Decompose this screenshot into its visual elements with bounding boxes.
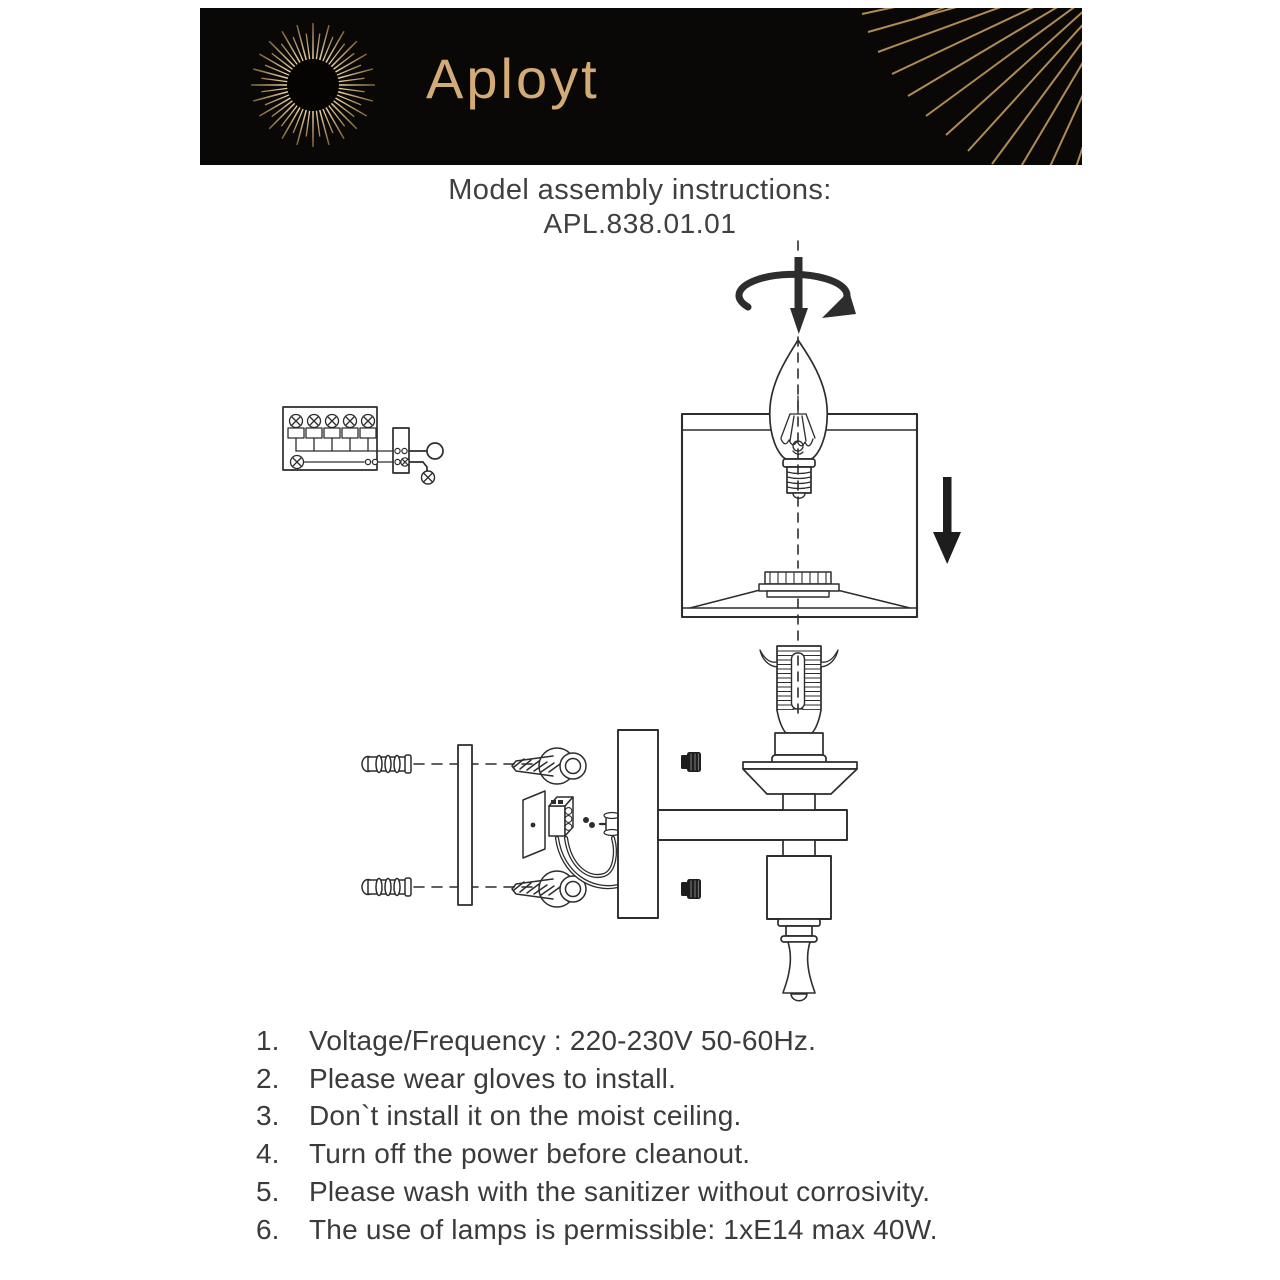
thumb-screw-icon	[681, 879, 701, 899]
list-item-number: 2.	[256, 1062, 280, 1094]
brand-name: Aployt	[426, 47, 600, 110]
brand-banner	[200, 8, 1082, 165]
shade-cup-icon	[743, 762, 857, 810]
title-block	[0, 174, 1280, 240]
lamp-socket-icon	[760, 646, 838, 764]
gold-rays-icon	[862, 8, 1082, 165]
list-item-number: 1.	[256, 1024, 280, 1056]
list-item-number: 4.	[256, 1138, 280, 1170]
starburst-logo-icon	[251, 23, 375, 147]
down-arrow-icon	[933, 477, 961, 564]
list-item	[256, 1022, 1086, 1060]
list-item-text: Don`t install it on the moist ceiling.	[309, 1100, 742, 1132]
list-item-text: The use of lamps is permissible: 1xE14 max 40W.	[309, 1213, 938, 1245]
list-item	[256, 1098, 1086, 1136]
mounting-screw-icon	[512, 748, 586, 784]
list-item	[256, 1211, 1086, 1249]
instructions-list	[256, 1022, 1086, 1249]
wall-anchor-icon	[362, 755, 411, 773]
wall-plate-icon	[618, 730, 658, 918]
list-item-text: Voltage/Frequency : 220-230V 50-60Hz.	[309, 1024, 817, 1056]
wall-anchor-icon	[362, 878, 411, 896]
list-item-number: 3.	[256, 1100, 280, 1132]
rotation-arrow-icon	[739, 257, 856, 334]
thumb-screw-icon	[681, 752, 701, 772]
list-item-text: Turn off the power before cleanout.	[309, 1138, 751, 1170]
lamp-arm-icon	[658, 810, 847, 840]
finial-icon	[767, 840, 831, 1001]
model-number: APL.838.01.01	[543, 208, 737, 239]
list-item-text: Please wear gloves to install.	[309, 1062, 677, 1094]
list-item-number: 5.	[256, 1176, 280, 1208]
list-item	[256, 1135, 1086, 1173]
assembly-diagram	[250, 235, 1060, 1020]
wiring-diagram-icon	[283, 407, 443, 484]
list-item-text: Please wash with the sanitizer without corrosivity.	[309, 1176, 931, 1208]
page-title: Model assembly instructions:	[448, 174, 832, 206]
banner-graphics	[200, 8, 1082, 165]
mounting-bar-icon	[458, 745, 472, 905]
list-item-number: 6.	[256, 1213, 280, 1245]
shade-spider-hub-icon	[759, 572, 839, 597]
list-item	[256, 1173, 1086, 1211]
list-item	[256, 1060, 1086, 1098]
